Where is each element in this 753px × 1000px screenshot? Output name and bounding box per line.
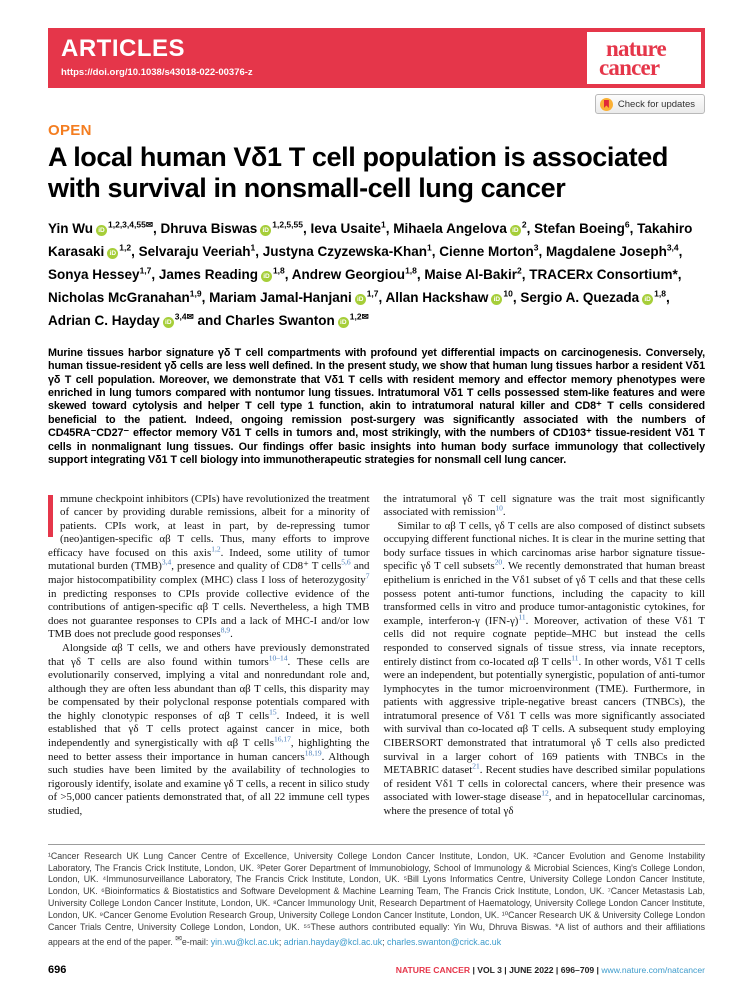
author-name: Maise Al-Bakir$^2$ [424,265,522,282]
email-icon: ✉ [175,934,182,944]
orcid-icon[interactable]: iD [510,225,521,236]
banner-text-block [48,28,587,88]
affiliation-superscript: 2 [516,265,522,276]
page-number: 696 [48,964,67,976]
corresponding-email-icon[interactable]: ✉ [186,311,194,322]
reference-superscript[interactable]: 11 [518,612,526,622]
author-name: TRACERx Consortium* [529,266,678,282]
body-column-left [48,493,370,831]
reference-superscript[interactable]: 1,2 [211,544,221,554]
updates-row [48,94,705,114]
body-paragraph: mmune checkpoint inhibitors (CPIs) have revolutionized the treatment of cancer by providing durable remissions, albeit for a minority of patients. CPIs work, at least in part, by de-repressing tumor (neo)antigen-specific αβ T cells. Thus, many efforts to improve efficacy have focused on this axis$^{1,2}$. Indeed, some utility of tumor mutational burden (TMB)$^{3,4}$, presence and quality of CD8⁺ T cells$^{5,6}$ and major histocompatibility complex (MHC) class I loss of heterozygosity$^7$ in predicting responses to CPIs provide collective evidence of the contributions of antigen-specific αβ T cells. Nevertheless, a high TMB does not guarantee responses to CPIs and a lack of MHC-I and/or low TMB does not preclude good responses$^{8,9}$. [48,492,370,641]
affiliation-superscript: 3,4 [666,242,679,253]
reference-superscript[interactable]: 18,19 [304,747,322,757]
affiliation-superscript: 3 [533,242,539,253]
body-column-right [384,493,706,831]
reference-superscript[interactable]: 21 [472,761,480,771]
reference-superscript[interactable]: 20 [494,557,503,567]
orcid-icon[interactable]: iD [355,294,366,305]
author-name: Cienne Morton$^3$ [439,242,539,259]
affiliation-superscript: 1,2,5,55 [272,219,303,230]
reference-superscript[interactable]: 3,4 [161,557,172,567]
affiliation-superscript: 1,8 [405,265,417,276]
affiliation-superscript: 1 [250,242,256,253]
email-link[interactable]: charles.swanton@crick.ac.uk [387,937,502,948]
footer-issue-info: | VOL 3 | JUNE 2022 | 696–709 | [470,965,602,975]
journal-banner [48,28,705,88]
reference-superscript[interactable]: 15 [269,707,277,717]
author-name: Nicholas McGranahan$^{1,9}$ [48,288,202,306]
author-name: Ieva Usaite$^1$ [310,219,386,236]
affiliation-superscript: 1,7 [366,288,379,299]
orcid-icon[interactable]: iD [107,248,118,259]
author-name: Dhruva Biswas iD$^{1,2,5,55}$ [160,219,303,236]
body-columns [48,493,705,831]
affiliation-superscript: 1,8 [654,288,666,299]
article-title: A local human Vδ1 T cell population is associated with survival in nonsmall-cell lung cancer [48,142,668,203]
email-link[interactable]: yin.wu@kcl.ac.uk [210,937,279,948]
orcid-icon[interactable]: iD [491,294,502,305]
footnote-divider [48,844,705,845]
affiliation-superscript: 2 [521,219,527,230]
author-name: Allan Hackshaw $iD^{10}$ [385,288,513,306]
email-label: e-mail: [181,937,209,948]
author-name: Takahiro Karasaki iD$^{1,2}$ [48,220,693,259]
footer-citation [396,965,705,975]
affiliation-superscript: 1,9 [189,288,202,299]
logo-word-cancer: cancer [599,55,660,80]
orcid-icon[interactable]: iD [163,317,174,328]
affiliation-superscript: 6 [624,219,630,230]
doi-link[interactable]: https://doi.org/10.1038/s43018-022-00376-z [61,67,253,78]
author-name: Charles Swanton $iD^{1,2✉}$ [225,311,369,329]
affiliation-superscript: 10 [503,288,513,299]
affiliation-superscript: 1,8 [272,265,285,276]
logo-word-nature: nature [606,35,666,61]
orcid-icon[interactable]: iD [96,225,107,236]
author-name: Andrew Georgiou$^{1,8}$ [291,265,417,282]
affiliation-superscript: 1,2,3,4,55 [108,219,146,230]
affiliation-superscript: 1,2 [119,242,132,253]
author-name: Magdalene Joseph$^{3,4}$ [546,242,679,259]
affiliation-superscript: 1 [427,242,432,253]
author-name: Selvaraju Veeriah$^1$ [138,242,256,259]
author-list: Yin Wu $iD^{1,2,3,4,55✉}$, Dhruva Biswas iD$^{1,2,5,55}$, Ieva Usaite$^1$, Mihaela Angelova $iD^2$, Stefan Boeing$^6$, Takahiro Karasaki iD$^{1,2}$, Selvaraju Veeriah$^1$, Justyna Czyzewska-Khan$^1$, Cienne Morton$^3$, Magdalene Joseph$^{3,4}$, Sonya Hessey$^{1,7}$, James Reading iD$^{1,8}$, Andrew Georgiou$^{1,8}$, Maise Al-Bakir$^2$, TRACERx Consortium*, Nicholas McGranahan$^{1,9}$, Mariam Jamal-Hanjani iD$^{1,7}$, Allan Hackshaw $iD^{10}$, Sergio A. Quezada iD$^{1,8}$, Adrian C. Hayday $iD^{3,4✉}$ and Charles Swanton $iD^{1,2✉}$ [48,219,693,329]
affiliation-superscript: 1 [381,219,386,230]
author-name: Adrian C. Hayday $iD^{3,4✉}$ [48,311,194,329]
page-footer [48,964,705,976]
orcid-icon[interactable]: iD [338,317,349,328]
reference-superscript[interactable]: 8,9 [220,625,231,635]
reference-superscript[interactable]: 5,6 [341,557,351,567]
author-name: Sergio A. Quezada iD$^{1,8}$ [520,288,666,306]
orcid-icon[interactable]: iD [642,294,653,305]
journal-logo [587,32,701,84]
corresponding-email-icon[interactable]: ✉ [145,219,153,230]
author-name: Mariam Jamal-Hanjani iD$^{1,7}$ [209,288,379,306]
open-access-label: OPEN [48,122,92,139]
reference-superscript[interactable]: 10–14 [268,652,288,662]
body-paragraph: Alongside αβ T cells, we and others have previously demonstrated that γδ T cells are also found within tumors$^{10-14}$. These cells are evolutionarily conserved, implying a vital and nonredundant role and, although they are often less abundant than αβ T cells, this disparity may be compensated by their polyclonal response potentials compared with the highly clonotypic responses of αβ T cells$^{15}$. Indeed, it is well established that γδ T cells protect against cancer in mice, both independently and synergistically with αβ T cells$^{16,17}$, highlighting the need to better assess their importance in human cancers$^{18,19}$. Although such studies have been limited by the availability of technologies to rigorously identify, isolate and examine γδ T cells, a recent in silico study of >5,000 cancer patients demonstrated that, of all 22 immune cell types studied, [48,641,370,817]
reference-superscript[interactable]: 10 [495,503,503,513]
affiliation-superscript: 1,7 [139,265,152,276]
check-for-updates-button[interactable] [595,94,705,114]
abstract: Murine tissues harbor signature γδ T cell compartments with profound yet differential impacts on carcinogenesis. Conversely, human tissue-resident γδ cells are less well defined. In the present study, we show that human lung tissues harbor a resident Vδ1 γδ T cell population. Moreover, we demonstrate that Vδ1 T cells with resident memory and effector memory phenotypes were enriched in lung tumors compared with nontumor lung tissues. Intratumoral Vδ1 T cells possessed stem-like features and were skewed toward cytolysis and helper T cell type 1 function, akin to intratumoral natural killer and CD8⁺ T cells considered beneficial to the patient. Indeed, ongoing remission post-surgery was significantly associated with the numbers of CD45RA⁻CD27⁻ effector memory Vδ1 T cells in tumors and, most strikingly, with the numbers of CD103⁺ tissue-resident Vδ1 T cells in nonmalignant lung tissues. Our findings offer basic insights into human body surface immunology that collectively support integrating Vδ1 T cell biology into immunotherapeutic strategies for nonsmall cell lung cancer. [48,346,705,467]
reference-superscript[interactable]: 11 [571,652,579,662]
drop-cap-initial [48,495,53,537]
body-paragraph: the intratumoral γδ T cell signature was the trait most significantly associated with remission$^{10}$. [383,492,705,519]
corresponding-email-icon[interactable]: ✉ [361,311,369,322]
author-name: Yin Wu $iD^{1,2,3,4,55✉}$ [48,219,153,236]
affiliation-superscript: 3,4 [174,311,187,322]
affiliation-superscript: 1,2 [349,311,362,322]
author-name: James Reading iD$^{1,8}$ [158,265,285,282]
section-label: ARTICLES [61,35,185,62]
author-name: Stefan Boeing$^6$ [534,219,630,236]
reference-superscript[interactable]: 16,17 [273,734,291,744]
crossmark-icon [600,98,613,111]
affiliations-footnote [48,851,705,950]
author-name: Sonya Hessey$^{1,7}$ [48,265,152,282]
email-link[interactable]: adrian.hayday@kcl.ac.uk [283,937,383,948]
email-links: yin.wu@kcl.ac.uk; adrian.hayday@kcl.ac.uk; charles.swanton@crick.ac.uk [210,937,502,948]
reference-superscript[interactable]: 12 [541,788,549,798]
author-name: Justyna Czyzewska-Khan$^1$ [262,242,432,259]
orcid-icon[interactable]: iD [260,225,271,236]
footer-url-link[interactable]: www.nature.com/natcancer [601,965,705,975]
body-paragraph: Similar to αβ T cells, γδ T cells are also composed of distinct subsets occupying different functional niches. It is clear in the murine setting that body surface tissues in which carcinomas arise harbor signature tissue-specific γδ T cell subsets$^{20}$. We recently demonstrated that human breast epithelium is enriched in the Vδ1 subset of γδ T cells and that these cells possess potent anti-tumor functions, including the capacity to kill transformed cells in vitro and produce tumor-antagonistic cytokines, for example, interferon-γ (IFN-γ)$^{11}$. Moreover, activation of these Vδ1 T cells did not require cognate peptide–MHC but instead the cells responded to conserved signals of tissue stress, via innate receptors, entirely distinct from co-located αβ T cells$^{11}$. In other words, Vδ1 T cells were an independent, but potentially synergistic, population of anti-tumor lymphocytes in the tumor microenvironment (TME). Furthermore, in patients with aggressive triple-negative breast cancers (TNBCs), the intratumoral presence of Vδ1 T cells was more significantly associated with survival than co-located αβ T cells. A subsequent study employing CIBERSORT demonstrated that intratumoral γδ T cells also predicted survival in a larger cohort of 169 patients with TNBCs in the METABRIC dataset$^{21}$. Recent studies have described similar populations of resident Vδ1 T cells in colorectal cancers, where their presence was associated with lower-stage disease$^{12}$, and in hepatocellular carcinomas, where the presence of total γδ [383,519,705,817]
check-for-updates-label: Check for updates [617,98,695,110]
author-name: Mihaela Angelova $iD^2$ [393,219,527,236]
orcid-icon[interactable]: iD [261,271,272,282]
reference-superscript[interactable]: 7 [365,571,370,581]
footer-journal-name: NATURE CANCER [395,965,471,975]
affiliations-text: ¹Cancer Research UK Lung Cancer Centre of Excellence, University College London Cancer Institute, London, UK. ²Cancer Evolution and Genome Instability Laboratory, The Francis Crick Institute, London, UK. ³Peter Gorer Department of Immunobiology, School of Immunology & Microbial Sciences, King's College London, London, UK. ⁴Immunosurveillance Laboratory, The Francis Crick Institute, London, UK. ⁵Bill Lyons Informatics Centre, University College London Cancer Institute, London, UK. ⁶Bioinformatics & Biostatistics and Software Development & Machine Learning Team, The Francis Crick Institute, London, UK. ⁷Cancer Metastasis Lab, University College London Cancer Institute, London, UK. ⁸Cancer Immunology Unit, Research Department of Haematology, University College London Cancer Institute, London, UK. ⁹Cancer Genome Evolution Research Group, University College London Cancer Institute, London, UK. ¹⁰Cancer Research UK & University College London Cancer Trials Centre, University College London, London, UK. ⁵⁵These authors contributed equally: Yin Wu, Dhruva Biswas. *A list of authors and their affiliations appears at the end of the paper. [48,850,705,948]
